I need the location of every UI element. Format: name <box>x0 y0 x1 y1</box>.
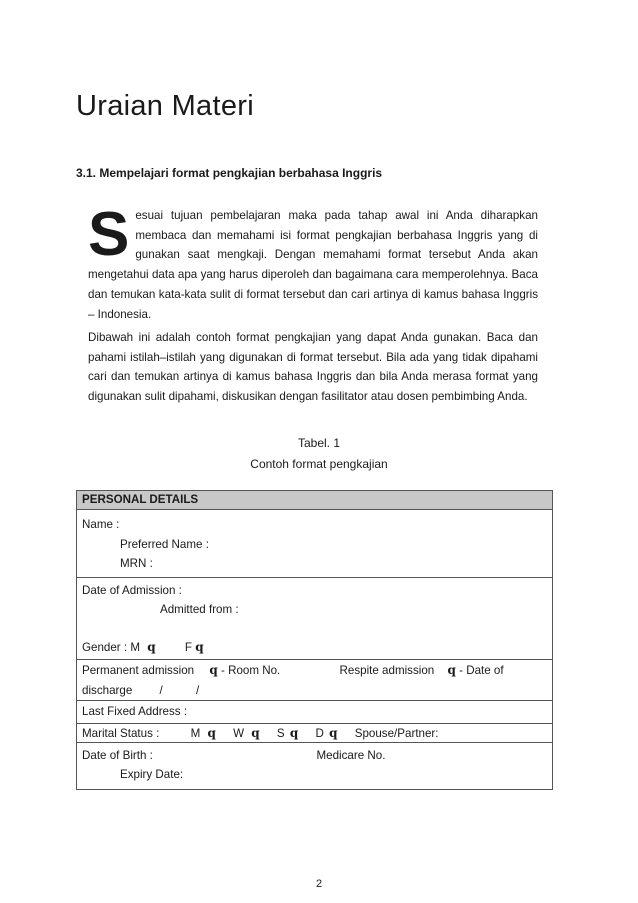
date-of-birth-field: Date of Birth : <box>82 748 153 762</box>
date-of-discharge-label: - Date of <box>459 664 504 677</box>
medicare-no-field: Medicare No. <box>316 748 386 762</box>
instruction-paragraph: Dibawah ini adalah contoh format pengkajian yang dapat Anda gunakan. Baca dan pahami istilah–istilah yang digunakan di format tersebut. Bila ada yang tidak dipahami cari dan temukan artinya di kamus bahasa Inggris dan bila Anda merasa format yang digunakan sulit dipahami, diskusikan dengan fasilitator atau dosen pembimbing Anda. <box>88 331 538 404</box>
admitted-from-field: Admitted from : <box>160 603 239 616</box>
preferred-name-field: Preferred Name : <box>120 537 209 551</box>
form-header: PERSONAL DETAILS <box>77 491 553 510</box>
page-number: 2 <box>315 878 323 890</box>
gender-field <box>82 638 547 658</box>
spouse-partner-field: Spouse/Partner: <box>354 726 439 740</box>
ms-w-label: W <box>233 726 245 740</box>
checkbox-female[interactable]: q <box>195 639 204 654</box>
admission-section <box>77 577 553 660</box>
checkbox-single[interactable]: q <box>289 725 299 740</box>
date-separator-1: / <box>159 683 163 697</box>
room-no-label: - Room No. <box>221 664 281 677</box>
date-of-admission-field: Date of Admission : <box>82 583 182 597</box>
table-title: Contoh format pengkajian <box>250 457 388 471</box>
name-section <box>77 510 553 578</box>
marital-status-section <box>77 723 553 742</box>
intro-text: esuai tujuan pembelajaran maka pada tahap awal ini Anda diharapkan membaca dan memahami isi format pengkajian berbahasa Inggris yang di gunakan saat mengkaji. Dengan memahami format tersebut Anda akan mengetahui data apa yang harus diperoleh dan bagaimana cara memperolehnya. Baca dan temukan kata-kata sulit di format tersebut dan cari artinya di kamus bahasa Inggris – Indonesia. <box>88 209 538 321</box>
checkbox-married[interactable]: q <box>207 725 216 740</box>
ms-s-label: S <box>276 726 285 740</box>
mrn-field: MRN : <box>120 557 153 570</box>
checkbox-permanent[interactable]: q <box>209 663 218 677</box>
admission-type-section <box>77 660 553 701</box>
ms-m-label: M <box>190 726 201 740</box>
gender-label: Gender : M <box>82 640 140 654</box>
page-heading: Uraian Materi <box>76 90 254 122</box>
section-title: 3.1. Mempelajari format pengkajian berbahasa Inggris <box>76 166 383 180</box>
permanent-admission-label: Permanent admission <box>82 664 195 677</box>
checkbox-widowed[interactable]: q <box>251 725 260 740</box>
checkbox-divorced[interactable]: q <box>329 725 338 740</box>
expiry-date-field: Expiry Date: <box>120 768 184 781</box>
ms-d-label: D <box>315 726 324 740</box>
personal-details-form <box>76 490 553 790</box>
last-fixed-address-field: Last Fixed Address : <box>82 705 188 718</box>
discharge-label: discharge <box>82 683 133 697</box>
name-field: Name : <box>82 518 120 531</box>
gender-female-label: F <box>184 640 192 654</box>
checkbox-male[interactable]: q <box>147 639 156 654</box>
drop-cap: S <box>88 200 130 269</box>
respite-admission-label: Respite admission <box>339 664 435 677</box>
checkbox-respite[interactable]: q <box>447 663 456 677</box>
table-number: Tabel. 1 <box>297 436 341 450</box>
intro-paragraph <box>88 200 538 324</box>
marital-status-label: Marital Status : <box>82 726 160 740</box>
date-separator-2: / <box>195 683 200 697</box>
birth-section <box>77 742 553 789</box>
